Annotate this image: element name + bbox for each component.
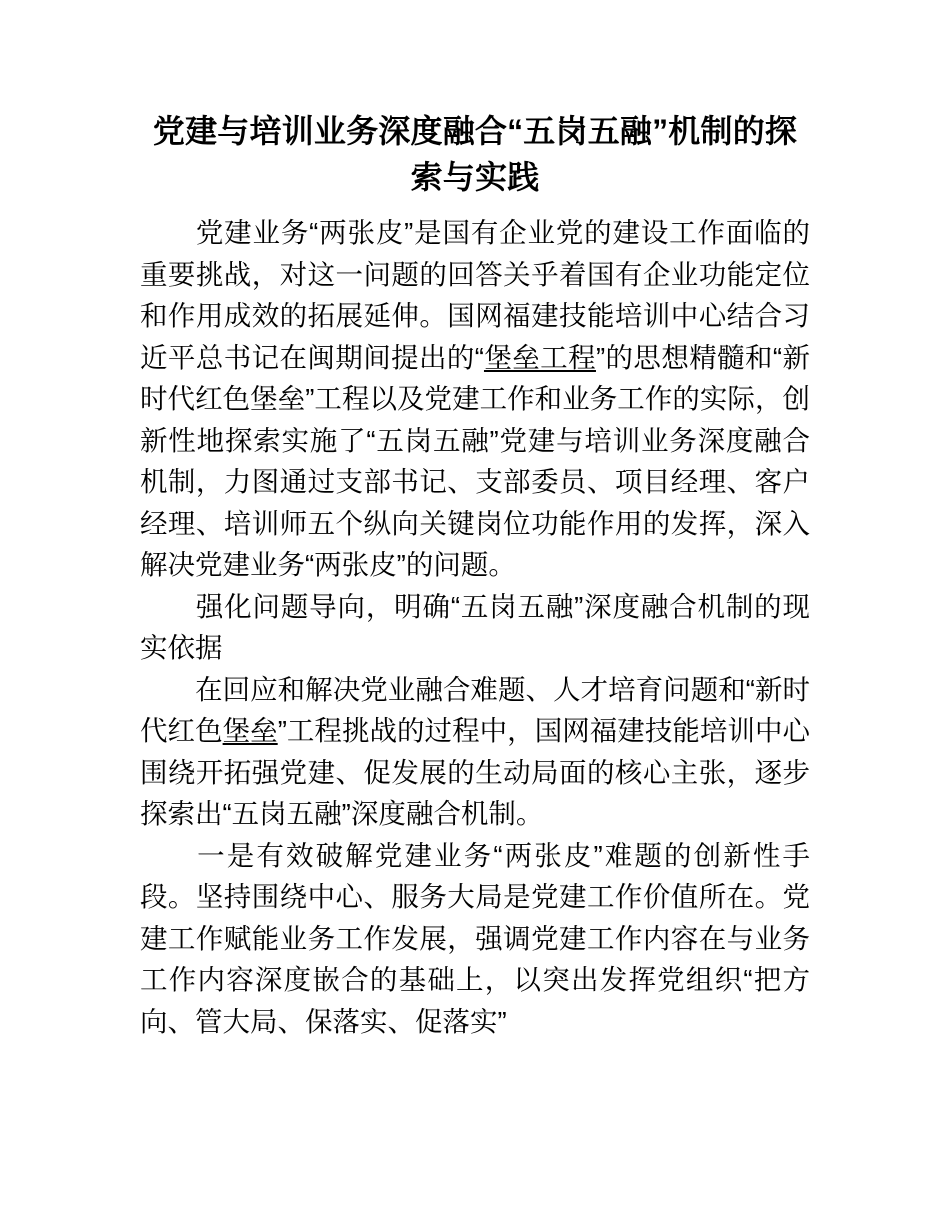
text-run: ”工程挑战的过程中，国网福建技能培训中心围绕开拓强党建、促发展的生动局面的核心主张，逐步探索出“五岗五融”深度融合机制。 — [140, 715, 811, 829]
text-run: 党建业务“两张皮”是国有企业党的建设工作面临的重要挑战，对这一问题的回答关乎着国有企业功能定位和作用成效的拓展延伸。国网福建技能培训中心结合习近平总书记在闽期间提出的“ — [140, 217, 810, 373]
text-run: ”的思想精髓和“新时代红色堡垒”工程以及党建工作和业务工作的实际，创新性地探索实施了“五岗五融”党建与培训业务深度融合机制，力图通过支部书记、支部委员、项目经理、客户经理、培训师五个纵向关键岗位功能作用的发挥，深入解决党建业务“两张皮”的问题。 — [140, 341, 810, 580]
document-body — [140, 108, 810, 1042]
paragraph-3 — [140, 669, 810, 835]
underlined-text: 堡垒 — [222, 715, 278, 746]
paragraph-2 — [140, 586, 810, 669]
page-title: 党建与培训业务深度融合“五岗五融”机制的探索与实践 — [152, 113, 798, 195]
text-run: 在回应和解决党业融合难题、人才培育问题和“新时代红色 — [140, 673, 810, 746]
paragraph-1 — [140, 212, 810, 586]
underlined-text: 堡垒工程 — [483, 341, 596, 373]
text-run: 一是有效破解党建业务“两张皮”难题的创新性手段。坚持围绕中心、服务大局是党建工作价值所在。党建工作赋能业务工作发展，强调党建工作内容在与业务工作内容深度嵌合的基础上，以突出发挥党组织“把方向、管大局、保落实、促落实” — [140, 839, 810, 1037]
text-run: 强化问题导向，明确“五岗五融”深度融合机制的现实依据 — [140, 590, 810, 663]
paragraph-4 — [140, 835, 810, 1043]
